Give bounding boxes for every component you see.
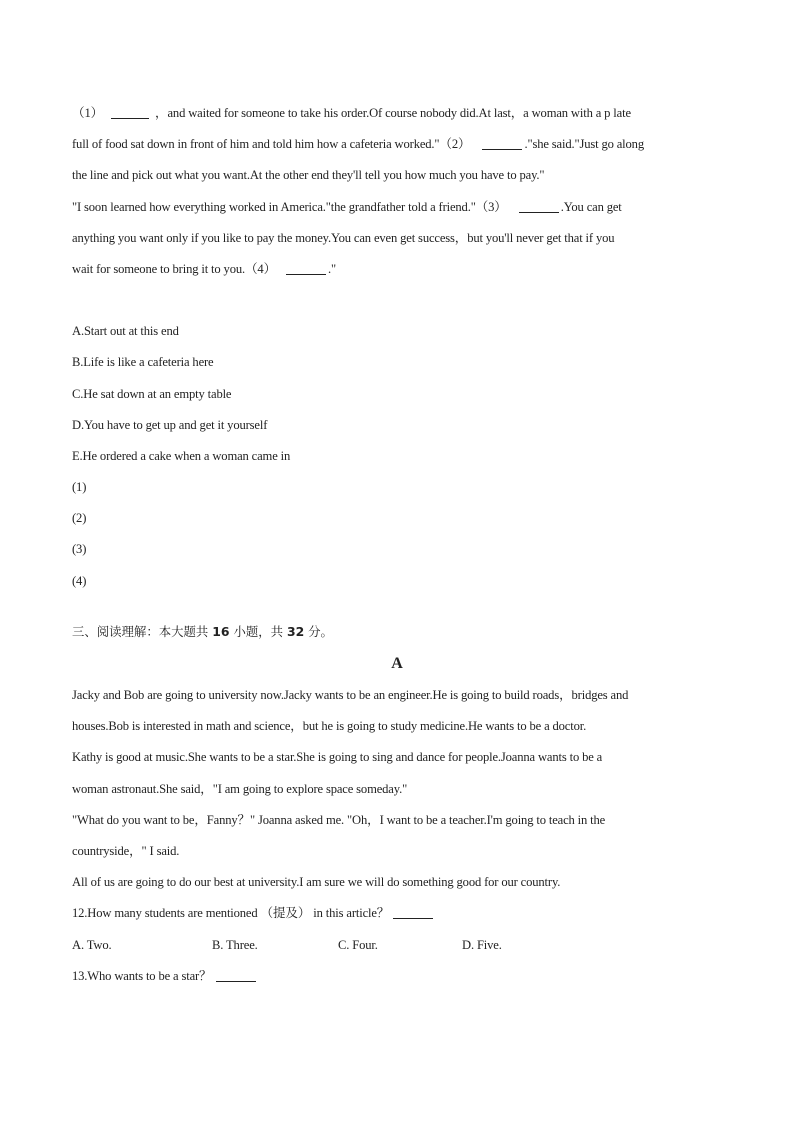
answer-slot-1: (1) xyxy=(72,480,87,495)
passage-top xyxy=(72,98,722,285)
blank-3 xyxy=(519,199,559,213)
question-12: 12.How many students are mentioned （提及） in this article？ xyxy=(72,898,722,929)
choice-b: B. Three. xyxy=(212,937,258,952)
option-e: E.He ordered a cake when a woman came in xyxy=(72,448,291,463)
answer-slot-3: (3) xyxy=(72,542,87,557)
passage-line: woman astronaut.She said，"I am going to explore space someday." xyxy=(72,781,408,796)
choice-d: D. Five. xyxy=(462,937,502,952)
passage-line: Jacky and Bob are going to university now.Jacky wants to be an engineer.He is going to build roads，bridges and xyxy=(72,688,629,702)
option-b: B.Life is like a cafeteria here xyxy=(72,355,214,370)
passage-line: "I soon learned how everything worked in America."the grandfather told a friend."（3） .You can get xyxy=(72,199,622,214)
passage-line: full of food sat down in front of him and told him how a cafeteria worked."（2） ."she said."Just go along xyxy=(72,137,644,152)
passage-line: （1） ，and waited for someone to take his order.Of course nobody did.At last，a woman with a p late xyxy=(72,106,631,120)
document-page xyxy=(72,98,722,992)
passage-title: A xyxy=(391,655,403,672)
option-d: D.You have to get up and get it yourself xyxy=(72,417,268,432)
blank-2 xyxy=(482,136,522,150)
question-13: 13.Who wants to be a star？ xyxy=(72,961,722,992)
option-a: A.Start out at this end xyxy=(72,324,179,339)
answer-blank-12 xyxy=(393,905,433,919)
passage-line: the line and pick out what you want.At the other end they'll tell you how much you have to pay." xyxy=(72,168,545,183)
blank-4 xyxy=(286,261,326,275)
answer-slots xyxy=(72,472,722,597)
passage-line: wait for someone to bring it to you.（4） ." xyxy=(72,261,337,276)
blank-1 xyxy=(111,105,149,119)
passage-line: anything you want only if you like to pay the money.You can even get success，but you'll never get that if you xyxy=(72,230,615,245)
passage-line: countryside，" I said. xyxy=(72,843,180,858)
passage-line: Kathy is good at music.She wants to be a star.She is going to sing and dance for people.Joanna wants to be a xyxy=(72,750,603,765)
choice-a: A. Two. xyxy=(72,937,112,952)
answer-slot-4: (4) xyxy=(72,573,87,588)
question-12-choices xyxy=(72,930,722,961)
choice-c: C. Four. xyxy=(338,937,378,952)
section-heading: 三、阅读理解：本大题共 16 小题，共 32 分。 xyxy=(72,623,333,639)
passage-line: "What do you want to be，Fanny？" Joanna asked me. "Oh，I want to be a teacher.I'm going to teach in the xyxy=(72,812,606,827)
passage-a xyxy=(72,680,722,898)
options-list xyxy=(72,316,722,472)
answer-slot-2: (2) xyxy=(72,511,87,526)
option-c: C.He sat down at an empty table xyxy=(72,386,232,401)
passage-line: All of us are going to do our best at university.I am sure we will do something good for our country. xyxy=(72,875,561,890)
passage-line: houses.Bob is interested in math and science，but he is going to study medicine.He wants to be a doctor. xyxy=(72,719,587,734)
answer-blank-13 xyxy=(216,968,256,982)
